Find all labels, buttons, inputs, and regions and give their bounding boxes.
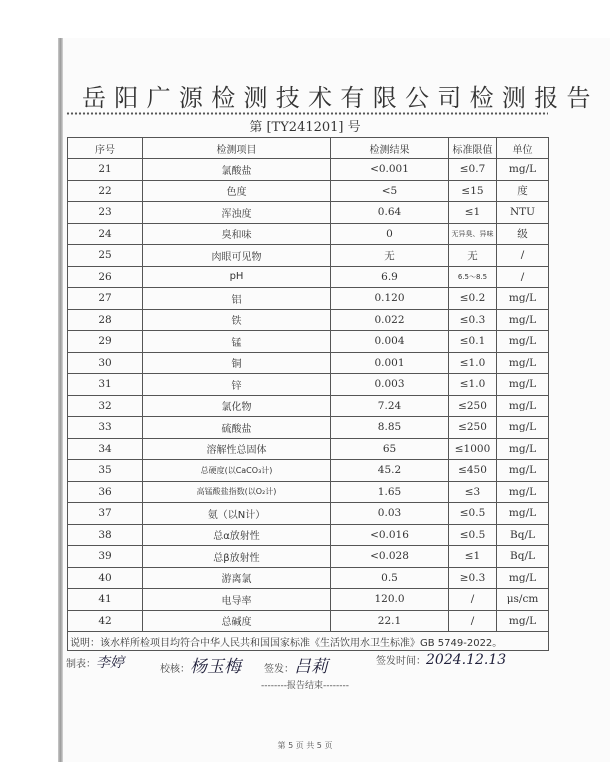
row-result: 0.64 [331,202,449,224]
table-row [68,524,549,546]
table-row [68,309,549,331]
table-row [68,223,549,245]
row-item: 溶解性总固体 [143,438,331,460]
row-result: 0.5 [331,567,449,589]
row-item: 高锰酸盐指数(以O₂计) [143,481,331,503]
row-item: pH [143,266,331,288]
issue-date [376,652,506,668]
row-unit: mg/L [497,567,549,589]
results-table [67,137,549,651]
issued-signature: 吕莉 [294,657,328,677]
table-row [68,481,549,503]
row-no: 23 [68,202,143,224]
row-limit: ≤0.2 [449,288,497,310]
checked-signature: 杨玉梅 [190,657,241,677]
report-title: 岳阳广源检测技术有限公司检测报告 [82,84,599,112]
row-limit: / [449,589,497,611]
row-unit: / [497,245,549,267]
row-limit: ≤0.1 [449,331,497,353]
row-unit: mg/L [497,352,549,374]
row-result: 120.0 [331,589,449,611]
row-limit: / [449,610,497,632]
row-result: 22.1 [331,610,449,632]
row-unit: mg/L [497,374,549,396]
header-item: 检测项目 [143,138,331,159]
table-row [68,266,549,288]
row-unit: mg/L [497,159,549,181]
row-limit: ≤3 [449,481,497,503]
row-no: 32 [68,395,143,417]
row-result: 45.2 [331,460,449,482]
row-item: 氯酸盐 [143,159,331,181]
row-no: 40 [68,567,143,589]
table-row [68,245,549,267]
table-row [68,180,549,202]
header-limit: 标准限值 [449,138,497,159]
issued-by [264,652,328,677]
row-no: 26 [68,266,143,288]
table-row [68,610,549,632]
row-limit: ≤1000 [449,438,497,460]
row-no: 39 [68,546,143,568]
row-no: 25 [68,245,143,267]
header-no: 序号 [68,138,143,159]
row-limit: ≤0.3 [449,309,497,331]
row-no: 21 [68,159,143,181]
row-unit: 度 [497,180,549,202]
row-no: 27 [68,288,143,310]
row-item: 总α放射性 [143,524,331,546]
row-no: 36 [68,481,143,503]
row-unit: Bq/L [497,524,549,546]
row-result: <0.016 [331,524,449,546]
table-row [68,417,549,439]
row-unit: mg/L [497,288,549,310]
row-unit: μs/cm [497,589,549,611]
row-no: 42 [68,610,143,632]
note-text: 说明：该水样所检项目均符合中华人民共和国国家标准《生活饮用水卫生标准》GB 5749-2022。 [68,632,549,651]
table-row [68,352,549,374]
row-unit: Bq/L [497,546,549,568]
row-unit: NTU [497,202,549,224]
row-limit: ≤1.0 [449,352,497,374]
page-footer: 第 5 页 共 5 页 [277,741,333,750]
row-limit: ≤1 [449,546,497,568]
table-row [68,546,549,568]
row-unit: mg/L [497,481,549,503]
row-limit: 无异臭、异味 [449,223,497,245]
report-number: 第 [TY241201] 号 [249,120,361,135]
checked-label: 校核： [160,664,190,675]
row-item: 浑浊度 [143,202,331,224]
row-unit: mg/L [497,309,549,331]
row-item: 硫酸盐 [143,417,331,439]
table-row [68,438,549,460]
prepared-by [66,652,124,672]
row-item: 氯化物 [143,395,331,417]
row-no: 34 [68,438,143,460]
row-no: 24 [68,223,143,245]
dotted-divider [66,112,548,115]
row-limit: ≤450 [449,460,497,482]
row-limit: ≤1 [449,202,497,224]
row-unit: mg/L [497,417,549,439]
row-limit: ≤0.5 [449,503,497,525]
table-row [68,288,549,310]
row-no: 31 [68,374,143,396]
row-result: 6.9 [331,266,449,288]
issued-label: 签发： [264,664,294,675]
row-limit: ≤250 [449,395,497,417]
row-limit: 6.5～8.5 [449,266,497,288]
row-item: 肉眼可见物 [143,245,331,267]
row-item: 锰 [143,331,331,353]
row-result: 0.120 [331,288,449,310]
prepared-label: 制表： [66,659,96,670]
row-unit: / [497,266,549,288]
note-row [68,632,549,651]
row-item: 臭和味 [143,223,331,245]
table-row [68,374,549,396]
row-result: 0.001 [331,352,449,374]
row-unit: mg/L [497,460,549,482]
table-row [68,395,549,417]
row-item: 氨（以N计） [143,503,331,525]
row-result: <0.001 [331,159,449,181]
table-header-row [68,138,549,159]
row-result: 8.85 [331,417,449,439]
row-no: 38 [68,524,143,546]
row-limit: ≥0.3 [449,567,497,589]
row-item: 总硬度(以CaCO₃计) [143,460,331,482]
row-no: 33 [68,417,143,439]
row-result: 0.003 [331,374,449,396]
row-unit: 级 [497,223,549,245]
row-limit: ≤1.0 [449,374,497,396]
row-unit: mg/L [497,610,549,632]
row-result: 0.03 [331,503,449,525]
row-item: 总碱度 [143,610,331,632]
table-row [68,331,549,353]
row-no: 41 [68,589,143,611]
row-result: <5 [331,180,449,202]
table-row [68,460,549,482]
row-result: 1.65 [331,481,449,503]
row-limit: ≤250 [449,417,497,439]
row-result: 0.022 [331,309,449,331]
row-result: 无 [331,245,449,267]
table-row [68,589,549,611]
row-limit: ≤15 [449,180,497,202]
row-result: 65 [331,438,449,460]
row-item: 游离氯 [143,567,331,589]
table-row [68,503,549,525]
table-row [68,202,549,224]
row-item: 锌 [143,374,331,396]
row-item: 总β放射性 [143,546,331,568]
table-row [68,567,549,589]
row-result: 0 [331,223,449,245]
table-row [68,159,549,181]
report-end-marker: --------报告结束-------- [261,681,349,691]
row-no: 35 [68,460,143,482]
row-no: 30 [68,352,143,374]
row-unit: mg/L [497,331,549,353]
issue-date-label: 签发时间： [376,656,426,667]
row-item: 色度 [143,180,331,202]
row-unit: mg/L [497,503,549,525]
row-result: 0.004 [331,331,449,353]
header-unit: 单位 [497,138,549,159]
row-limit: ≤0.7 [449,159,497,181]
row-no: 28 [68,309,143,331]
row-no: 29 [68,331,143,353]
row-item: 铁 [143,309,331,331]
prepared-signature: 李婷 [96,655,124,671]
row-result: <0.028 [331,546,449,568]
checked-by [160,652,241,677]
row-item: 铝 [143,288,331,310]
header-result: 检测结果 [331,138,449,159]
row-no: 22 [68,180,143,202]
row-item: 铜 [143,352,331,374]
row-unit: mg/L [497,438,549,460]
row-unit: mg/L [497,395,549,417]
issue-date-value: 2024.12.13 [426,652,507,668]
row-limit: 无 [449,245,497,267]
row-limit: ≤0.5 [449,524,497,546]
row-result: 7.24 [331,395,449,417]
row-item: 电导率 [143,589,331,611]
row-no: 37 [68,503,143,525]
